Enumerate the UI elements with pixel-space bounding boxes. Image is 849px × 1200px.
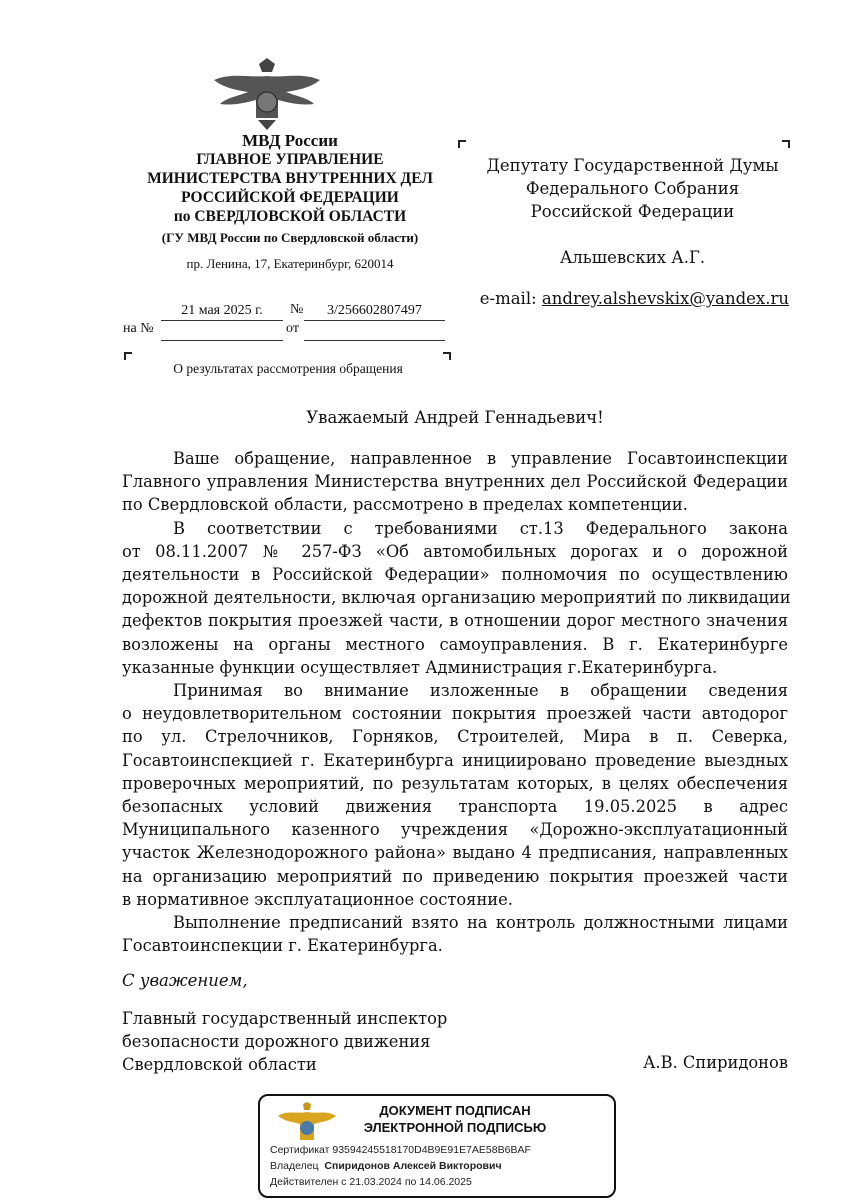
reg-number: 3/256602807497: [304, 302, 445, 321]
greeting: Уважаемый Андрей Геннадьевич!: [306, 408, 604, 427]
paragraph: [122, 679, 788, 911]
paragraph-line: безопасных условий движения транспорта 19.05.2025 в адрес: [122, 797, 788, 817]
paragraph-line: по Свердловской области, рассмотрено в пределах компетенции.: [122, 495, 688, 515]
email-link[interactable]: andrey.alshevskix@yandex.ru: [541, 289, 789, 308]
paragraph-line: о неудовлетворительном состоянии покрытия проезжей части автодорог: [122, 704, 788, 724]
signer-position: [122, 1007, 447, 1076]
paragraph-line: проверочных мероприятий, по результатам которых, в целях обеспечения: [122, 773, 788, 793]
paragraph-line: дефектов покрытия проезжей части, в отношении дорог местного значения: [122, 611, 788, 631]
paragraph-line: Ваше обращение, направленное в управление Госавтоинспекции: [173, 449, 788, 468]
paragraph-line: указанные функции осуществляет Администрация г.Екатеринбурга.: [122, 657, 718, 677]
paragraph-line: Муниципального казенного учреждения «Дорожно-эксплуатационный: [122, 820, 788, 840]
paragraph-line: В соответствии с требованиями ст.13 Федерального закона: [173, 518, 788, 538]
paragraph-line: от 08.11.2007 № 257-ФЗ «Об автомобильных дорогах и о дорожной: [122, 541, 788, 561]
electronic-signature-stamp: [258, 1094, 616, 1198]
ref-number-label: на №: [123, 321, 154, 336]
corner-mark: [443, 352, 451, 360]
ref-date-label: от: [286, 321, 299, 336]
recipient-line: Федерального Собрания: [525, 179, 740, 198]
signer-name: А.В. Спиридонов: [643, 1053, 788, 1072]
stamp-details: [270, 1142, 531, 1190]
paragraph-line: в нормативное эксплуатационное состояние.: [122, 889, 513, 909]
paragraph-line: Выполнение предписаний взято на контроль должностными лицами: [173, 913, 788, 933]
org-header: [110, 131, 470, 278]
org-line: МИНИСТЕРСТВА ВНУТРЕННИХ ДЕЛ: [147, 170, 433, 187]
closing: С уважением,: [122, 971, 248, 990]
reg-number-label: №: [290, 302, 304, 317]
paragraph-line: деятельности в Российской Федерации» полномочия по осуществлению: [122, 565, 788, 585]
paragraph-line: дорожной деятельности, включая организацию мероприятий по ликвидации: [122, 588, 791, 608]
recipient-line: Депутату Государственной Думы: [486, 156, 779, 175]
cert-label: Сертификат: [270, 1144, 330, 1156]
cert-value: 93594245518170D4B9E91E7AE58B6BAF: [332, 1144, 531, 1156]
subject: О результатах рассмотрения обращения: [173, 361, 403, 376]
double-headed-eagle-emblem-icon: [212, 58, 322, 130]
org-abbr: (ГУ МВД России по Свердловской области): [161, 230, 419, 245]
stamp-cert: [270, 1142, 531, 1158]
corner-mark: [782, 140, 790, 148]
reg-date: 21 мая 2025 г.: [161, 302, 283, 321]
org-short: МВД России: [242, 131, 338, 150]
corner-mark: [124, 352, 132, 360]
recipient-name: Альшевских А.Г.: [559, 248, 706, 267]
recipient-email-line: [470, 287, 795, 310]
signer-position-line: Свердловской области: [122, 1055, 317, 1074]
org-address: пр. Ленина, 17, Екатеринбург, 620014: [186, 256, 394, 271]
signer-position-line: Главный государственный инспектор: [122, 1009, 448, 1028]
paragraph: [122, 911, 788, 957]
paragraph-line: Госавтоинспекцией г. Екатеринбурга инициировано проведение выездных: [122, 750, 788, 770]
org-line: ГЛАВНОЕ УПРАВЛЕНИЕ: [196, 151, 384, 168]
recipient-line: Российской Федерации: [530, 202, 735, 221]
paragraph-line: на организацию мероприятий по приведению покрытия проезжей части: [122, 866, 788, 886]
paragraph-line: Госавтоинспекции г. Екатеринбурга.: [122, 936, 443, 956]
stamp-title-line: ЭЛЕКТРОННОЙ ПОДПИСЬЮ: [363, 1120, 547, 1135]
owner-label: Владелец: [270, 1160, 319, 1172]
email-label: e-mail:: [479, 289, 537, 308]
stamp-title-line: ДОКУМЕНТ ПОДПИСАН: [379, 1103, 531, 1118]
stamp-title: [340, 1102, 570, 1136]
paragraph-line: участок Железнодорожного района» выдано 4 предписания, направленных: [122, 843, 788, 863]
paragraph-line: Принимая во внимание изложенные в обращении сведения: [173, 681, 788, 701]
paragraph-line: по ул. Стрелочников, Горняков, Строителей, Мира в п. Северка,: [122, 727, 788, 747]
letter-body: [122, 447, 791, 957]
paragraph: [122, 447, 788, 517]
paragraph-line: возложены на органы местного самоуправления. В г. Екатеринбурге: [122, 634, 788, 654]
stamp-owner: [270, 1158, 531, 1174]
org-line: по СВЕРДЛОВСКОЙ ОБЛАСТИ: [173, 208, 407, 225]
owner-value: Спиридонов Алексей Викторович: [324, 1160, 502, 1172]
corner-mark: [458, 140, 466, 148]
org-line: РОССИЙСКОЙ ФЕДЕРАЦИИ: [181, 189, 399, 206]
ref-number: [161, 322, 283, 341]
ref-date: [304, 322, 445, 341]
signer-position-line: безопасности дорожного движения: [122, 1032, 431, 1051]
paragraph: [122, 517, 791, 679]
recipient-block: [470, 154, 795, 310]
stamp-validity: Действителен с 21.03.2024 по 14.06.2025: [270, 1176, 472, 1188]
paragraph-line: Главного управления Министерства внутренних дел Российской Федерации: [122, 472, 788, 492]
